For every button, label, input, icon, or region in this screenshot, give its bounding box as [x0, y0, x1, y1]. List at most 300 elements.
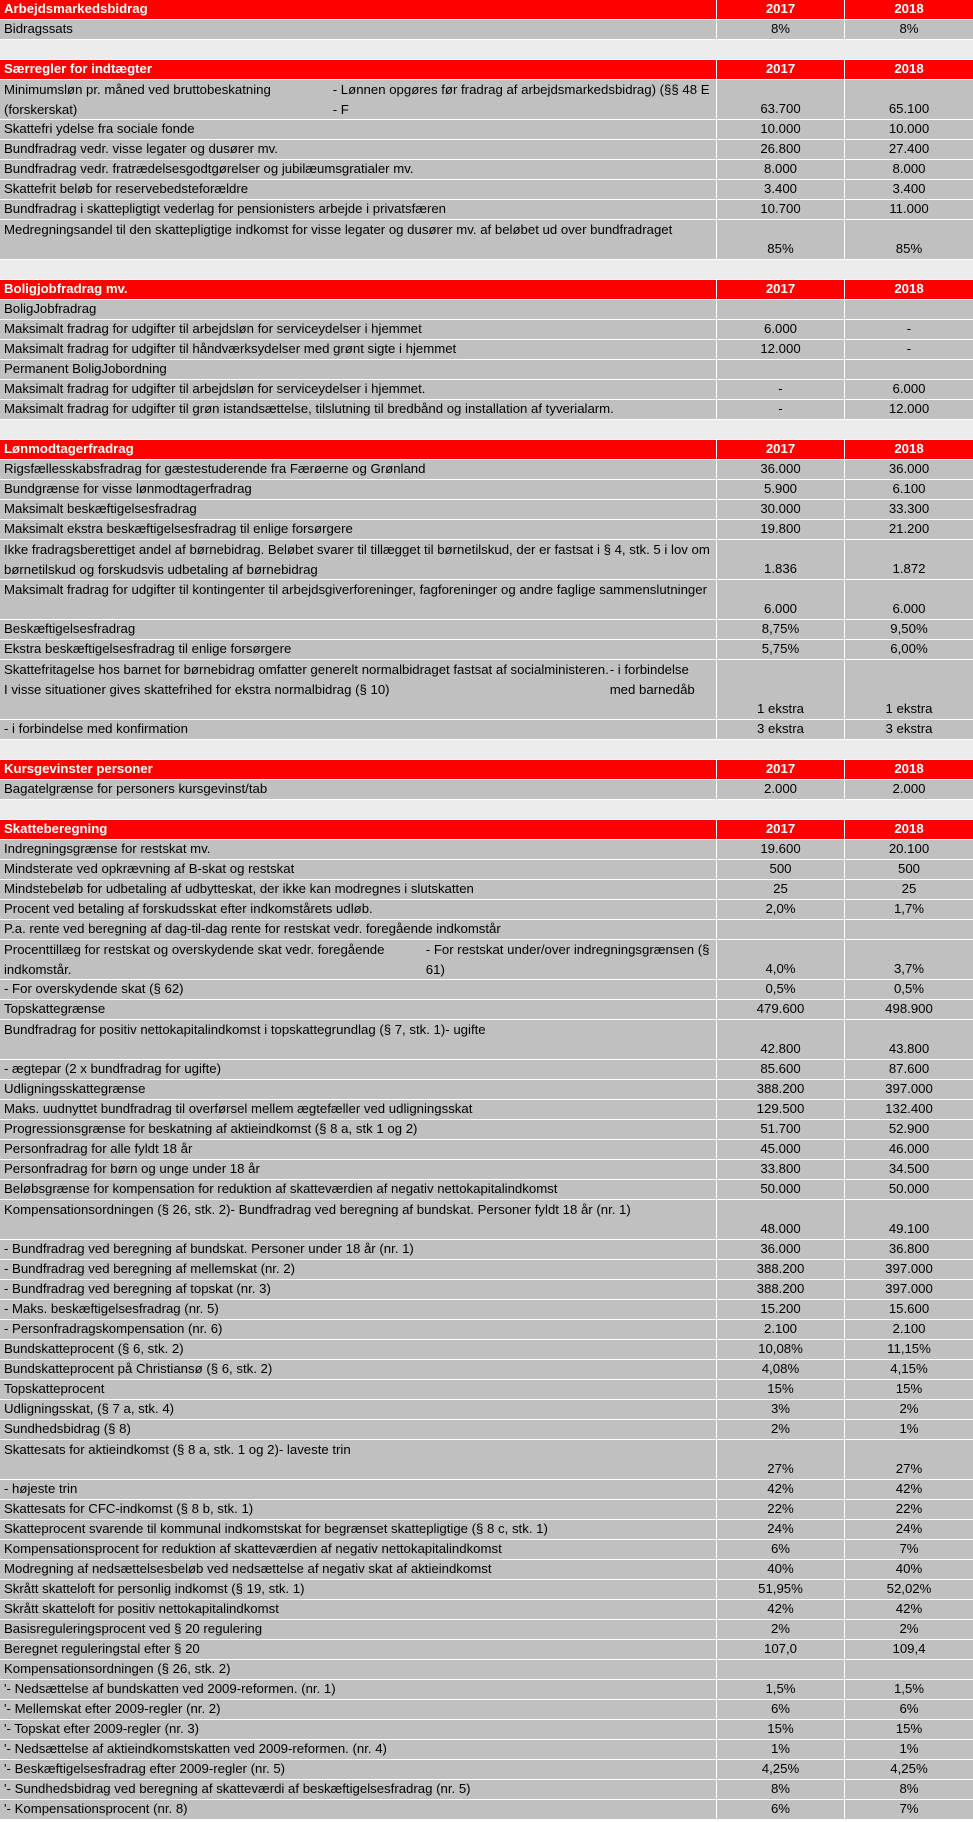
value-2017: 8,75% — [717, 620, 845, 639]
value-2018: 52,02% — [886, 1581, 932, 1596]
value-2017: 26.800 — [717, 140, 845, 159]
row-label: - i forbindelse med konfirmation — [0, 720, 717, 739]
table-row — [0, 380, 973, 400]
value-2017: 388.200 — [717, 1280, 845, 1299]
table-row — [0, 1600, 973, 1620]
value-2018: 1% — [899, 1421, 919, 1436]
table-row — [0, 660, 973, 720]
row-label: Progressionsgrænse for beskatning af aktieindkomst (§ 8 a, stk 1 og 2) — [0, 1120, 717, 1139]
table-row — [0, 1700, 973, 1720]
table-row — [0, 580, 973, 620]
row-label: Bundgrænse for visse lønmodtagerfradrag — [0, 480, 717, 499]
table-row — [0, 200, 973, 220]
row-label: Skattefritagelse hos barnet for børnebidrag omfatter generelt normalbidraget fastsat af socialministeren. I visse situationer gives skattefrihed for ekstra normalbidrag (§ 10) - i forbindelse med barnedåb — [0, 660, 717, 719]
value-2018: 87.600 — [888, 1061, 930, 1076]
year-2017-header: 2017 — [717, 60, 845, 79]
row-label: Personfradrag for alle fyldt 18 år — [0, 1140, 717, 1159]
year-2017-header: 2017 — [717, 440, 845, 459]
value-2018: 397.000 — [885, 1081, 933, 1096]
value-2017: 10,08% — [717, 1340, 845, 1359]
table-row — [0, 780, 973, 800]
year-2018-header: 2018 — [894, 441, 924, 456]
value-2018: 36.800 — [888, 1241, 930, 1256]
value-2018: 109,4 — [892, 1641, 926, 1656]
table-row — [0, 1420, 973, 1440]
table-row — [0, 1000, 973, 1020]
table-row — [0, 120, 973, 140]
row-label: Bundfradrag vedr. visse legater og dusører mv. — [0, 140, 717, 159]
value-2018: 85% — [895, 241, 923, 256]
value-2017: 51.700 — [717, 1120, 845, 1139]
year-2018-header: 2018 — [894, 821, 924, 836]
table-row — [0, 80, 973, 120]
value-2017: 19.600 — [717, 840, 845, 859]
value-2018: 4,25% — [890, 1761, 928, 1776]
row-label: Procent ved betaling af forskudsskat efter indkomstårets udløb. — [0, 900, 717, 919]
row-label: Mindstebeløb for udbetaling af udbytteskat, der ikke kan modregnes i slutskatten — [0, 880, 717, 899]
row-label: Bagatelgrænse for personers kursgevinst/tab — [0, 780, 717, 799]
table-row — [0, 1480, 973, 1500]
row-label: Bundfradrag for positiv nettokapitalindkomst i topskattegrundlag (§ 7, stk. 1) - ugifte — [0, 1020, 717, 1059]
row-label: Personfradrag for børn og unge under 18 år — [0, 1160, 717, 1179]
value-2018: 4,15% — [890, 1361, 928, 1376]
row-label: Medregningsandel til den skattepligtige indkomst for visse legater og dusører mv. af beløbet ud over bundfradraget — [0, 220, 717, 259]
table-row — [0, 520, 973, 540]
value-2018 — [845, 360, 973, 379]
row-label: Ekstra beskæftigelsesfradrag til enlige forsørgere — [0, 640, 717, 659]
value-2017: 2% — [717, 1620, 845, 1639]
row-label: Maksimalt beskæftigelsesfradrag — [0, 500, 717, 519]
row-label: Maksimalt fradrag for udgifter til håndværksydelser med grønt sigte i hjemmet — [0, 340, 717, 359]
row-label: '- Mellemskat efter 2009-regler (nr. 2) — [0, 1700, 717, 1719]
value-2018: 6,00% — [890, 641, 928, 656]
value-2018: 6.000 — [892, 381, 926, 396]
value-2018: 7% — [899, 1801, 919, 1816]
value-2017: 3.400 — [717, 180, 845, 199]
table-row — [0, 1660, 973, 1680]
row-label: Beløbsgrænse for kompensation for reduktion af skatteværdien af negativ nettokapitalindkomst — [0, 1180, 717, 1199]
table-row — [0, 480, 973, 500]
table-row — [0, 1080, 973, 1100]
row-label: '- Nedsættelse af bundskatten ved 2009-reformen. (nr. 1) — [0, 1680, 717, 1699]
row-label: - Bundfradrag ved beregning af bundskat. Personer under 18 år (nr. 1) — [0, 1240, 717, 1259]
value-2018: 27% — [895, 1461, 923, 1476]
row-label: '- Beskæftigelsesfradrag efter 2009-regler (nr. 5) — [0, 1760, 717, 1779]
value-2017 — [717, 300, 845, 319]
row-label: Topskatteprocent — [0, 1380, 717, 1399]
row-label: Maksimalt fradrag for udgifter til arbejdsløn for serviceydelser i hjemmet — [0, 320, 717, 339]
row-label: - For overskydende skat (§ 62) — [0, 980, 717, 999]
value-2017: 6% — [717, 1700, 845, 1719]
value-2018: 65.100 — [888, 101, 930, 116]
year-2017-header: 2017 — [717, 820, 845, 839]
row-label: Kompensationsordningen (§ 26, stk. 2) - Bundfradrag ved beregning af bundskat. Personer fyldt 18 år (nr. 1) — [0, 1200, 717, 1239]
table-row — [0, 620, 973, 640]
row-label: Bundskatteprocent (§ 6, stk. 2) — [0, 1340, 717, 1359]
year-2018-header: 2018 — [894, 61, 924, 76]
table-row — [0, 920, 973, 940]
row-label: Bundfradrag vedr. fratrædelsesgodtgørelser og jubilæumsgratialer mv. — [0, 160, 717, 179]
value-2018: 7% — [899, 1541, 919, 1556]
value-2018: 397.000 — [885, 1261, 933, 1276]
row-label: Maksimalt fradrag for udgifter til kontingenter til arbejdsgiverforeninger, fagforeninger og andre faglige sammenslutninger — [0, 580, 717, 619]
value-2018: 0,5% — [893, 981, 925, 996]
row-label: BoligJobfradrag — [0, 300, 717, 319]
table-row — [0, 1540, 973, 1560]
value-2017: 0,5% — [717, 980, 845, 999]
value-2017: 51,95% — [717, 1580, 845, 1599]
value-2017: 4,25% — [717, 1760, 845, 1779]
section-title: Lønmodtagerfradrag — [0, 440, 717, 459]
table-row — [0, 1400, 973, 1420]
section-title: Kursgevinster personer — [0, 760, 717, 779]
row-label: Kompensationsordningen (§ 26, stk. 2) — [0, 1660, 717, 1679]
table-row — [0, 1640, 973, 1660]
value-2017: 129.500 — [717, 1100, 845, 1119]
value-2017: 45.000 — [717, 1140, 845, 1159]
value-2018: 2.100 — [892, 1321, 926, 1336]
value-2018: - — [906, 321, 912, 336]
value-2017: 15% — [717, 1720, 845, 1739]
value-2018: 1% — [899, 1741, 919, 1756]
value-2017: 4,0% — [717, 940, 845, 979]
value-2018 — [845, 920, 973, 939]
value-2018: 46.000 — [888, 1141, 930, 1156]
row-label: Skattesats for CFC-indkomst (§ 8 b, stk. 1) — [0, 1500, 717, 1519]
table-row — [0, 980, 973, 1000]
value-2018: 24% — [895, 1521, 923, 1536]
row-label: Maks. uudnyttet bundfradrag til overførsel mellem ægtefæller ved udligningsskat — [0, 1100, 717, 1119]
value-2017: 50.000 — [717, 1180, 845, 1199]
row-label: Maksimalt ekstra beskæftigelsesfradrag til enlige forsørgere — [0, 520, 717, 539]
table-row — [0, 1740, 973, 1760]
value-2017: 5.900 — [717, 480, 845, 499]
value-2018: 8% — [899, 1781, 919, 1796]
row-label: - Maks. beskæftigelsesfradrag (nr. 5) — [0, 1300, 717, 1319]
value-2018: - — [906, 341, 912, 356]
value-2018: 2% — [899, 1401, 919, 1416]
section-title: Arbejdsmarkedsbidrag — [0, 0, 717, 19]
value-2017: 2% — [717, 1420, 845, 1439]
value-2018: 1,5% — [893, 1681, 925, 1696]
row-label: Indregningsgrænse for restskat mv. — [0, 840, 717, 859]
row-label: Maksimalt fradrag for udgifter til arbejdsløn for serviceydelser i hjemmet. — [0, 380, 717, 399]
value-2017: 63.700 — [717, 80, 845, 119]
value-2017: 24% — [717, 1520, 845, 1539]
value-2017: 42.800 — [717, 1020, 845, 1059]
table-row — [0, 1440, 973, 1480]
value-2018: 9,50% — [890, 621, 928, 636]
table-row — [0, 400, 973, 420]
value-2018: 1.872 — [892, 561, 926, 576]
row-label: - højeste trin — [0, 1480, 717, 1499]
year-2018-header: 2018 — [894, 1, 924, 16]
value-2017: 85.600 — [717, 1060, 845, 1079]
table-row — [0, 460, 973, 480]
row-label: P.a. rente ved beregning af dag-til-dag rente for restskat vedr. foregående indkomstår — [0, 920, 717, 939]
table-row — [0, 1300, 973, 1320]
table-row — [0, 880, 973, 900]
value-2018: 11,15% — [887, 1341, 931, 1356]
table-row — [0, 1140, 973, 1160]
value-2017: 6.000 — [717, 580, 845, 619]
value-2018: 22% — [895, 1501, 923, 1516]
value-2017: 1,5% — [717, 1680, 845, 1699]
value-2017: 8% — [717, 20, 845, 39]
value-2017: 8.000 — [717, 160, 845, 179]
value-2018: 3,7% — [893, 961, 925, 976]
value-2017: 8% — [717, 1780, 845, 1799]
row-label: Ikke fradragsberettiget andel af børnebidrag. Beløbet svarer til tillægget til børnetilskud, der er fastsat i § 4, stk. 5 i lov om børnetilskud og forskudsvis udbetaling af børnebidrag — [0, 540, 717, 579]
section-spacer — [0, 740, 973, 760]
value-2018: 10.000 — [888, 121, 930, 136]
section-header — [0, 0, 973, 20]
row-label: - ægtepar (2 x bundfradrag for ugifte) — [0, 1060, 717, 1079]
value-2017: 1.836 — [717, 540, 845, 579]
value-2017: 48.000 — [717, 1200, 845, 1239]
table-row — [0, 1560, 973, 1580]
row-label: Beregnet reguleringstal efter § 20 — [0, 1640, 717, 1659]
value-2017: 27% — [717, 1440, 845, 1479]
table-row — [0, 500, 973, 520]
section-spacer — [0, 40, 973, 60]
value-2017: 42% — [717, 1480, 845, 1499]
row-label: Skattesats for aktieindkomst (§ 8 a, stk. 1 og 2) - laveste trin — [0, 1440, 717, 1479]
row-label: - Bundfradrag ved beregning af topskat (nr. 3) — [0, 1280, 717, 1299]
table-row — [0, 300, 973, 320]
table-row — [0, 1120, 973, 1140]
section-spacer — [0, 800, 973, 820]
value-2017: 19.800 — [717, 520, 845, 539]
row-label: Bundskatteprocent på Christiansø (§ 6, stk. 2) — [0, 1360, 717, 1379]
value-2017: 40% — [717, 1560, 845, 1579]
row-label: Procenttillæg for restskat og overskydende skat vedr. foregående indkomstår. - For restskat under/over indregningsgrænsen (§ 61) — [0, 940, 717, 979]
table-row — [0, 1620, 973, 1640]
value-2018: 34.500 — [888, 1161, 930, 1176]
year-2018-header: 2018 — [894, 281, 924, 296]
table-row — [0, 860, 973, 880]
row-label: Bidragssats — [0, 20, 717, 39]
value-2018: 498.900 — [885, 1001, 933, 1016]
value-2017: 30.000 — [717, 500, 845, 519]
value-2017: 10.700 — [717, 200, 845, 219]
row-label: - Bundfradrag ved beregning af mellemskat (nr. 2) — [0, 1260, 717, 1279]
value-2017: 2.000 — [717, 780, 845, 799]
row-label: Beskæftigelsesfradrag — [0, 620, 717, 639]
table-row — [0, 1380, 973, 1400]
value-2018: 6.100 — [892, 481, 926, 496]
table-row — [0, 1780, 973, 1800]
table-row — [0, 1100, 973, 1120]
value-2017: 500 — [717, 860, 845, 879]
value-2018: 397.000 — [885, 1281, 933, 1296]
value-2018: 132.400 — [885, 1101, 933, 1116]
value-2018 — [845, 300, 973, 319]
table-row — [0, 940, 973, 980]
row-label: Topskattegrænse — [0, 1000, 717, 1019]
value-2018: 21.200 — [888, 521, 930, 536]
value-2017: 42% — [717, 1600, 845, 1619]
year-2017-header: 2017 — [717, 0, 845, 19]
section-title: Boligjobfradrag mv. — [0, 280, 717, 299]
value-2018: 6.000 — [892, 601, 926, 616]
row-label: - Personfradragskompensation (nr. 6) — [0, 1320, 717, 1339]
table-row — [0, 1060, 973, 1080]
table-row — [0, 1280, 973, 1300]
value-2018: 20.100 — [888, 841, 930, 856]
value-2017: - — [717, 400, 845, 419]
table-row — [0, 1580, 973, 1600]
section-header — [0, 440, 973, 460]
value-2018: 8% — [899, 21, 919, 36]
table-row — [0, 1180, 973, 1200]
row-label: Mindsterate ved opkrævning af B-skat og restskat — [0, 860, 717, 879]
row-label: Sundhedsbidrag (§ 8) — [0, 1420, 717, 1439]
value-2018: 25 — [901, 881, 917, 896]
row-label: '- Kompensationsprocent (nr. 8) — [0, 1800, 717, 1819]
value-2017: 12.000 — [717, 340, 845, 359]
value-2018: 43.800 — [888, 1041, 930, 1056]
row-label: Skrått skatteloft for personlig indkomst (§ 19, stk. 1) — [0, 1580, 717, 1599]
section-spacer — [0, 260, 973, 280]
row-label: Udligningsskattegrænse — [0, 1080, 717, 1099]
value-2018: 2% — [899, 1621, 919, 1636]
row-label: '- Topskat efter 2009-regler (nr. 3) — [0, 1720, 717, 1739]
value-2018: 3.400 — [892, 181, 926, 196]
section-header — [0, 760, 973, 780]
value-2017: 2.100 — [717, 1320, 845, 1339]
value-2018: 40% — [895, 1561, 923, 1576]
section-spacer — [0, 420, 973, 440]
row-label: Basisreguleringsprocent ved § 20 regulering — [0, 1620, 717, 1639]
value-2017: 6.000 — [717, 320, 845, 339]
year-2018-header: 2018 — [894, 761, 924, 776]
table-row — [0, 1800, 973, 1820]
value-2017: 15% — [717, 1380, 845, 1399]
table-row — [0, 220, 973, 260]
row-label: Kompensationsprocent for reduktion af skatteværdien af negativ nettokapitalindkomst — [0, 1540, 717, 1559]
value-2017: 15.200 — [717, 1300, 845, 1319]
value-2018 — [845, 1660, 973, 1679]
value-2018: 42% — [895, 1601, 923, 1616]
value-2018: 500 — [897, 861, 920, 876]
value-2017 — [717, 920, 845, 939]
value-2018: 42% — [895, 1481, 923, 1496]
row-label: '- Nedsættelse af aktieindkomstskatten ved 2009-reformen. (nr. 4) — [0, 1740, 717, 1759]
table-row — [0, 360, 973, 380]
table-row — [0, 1260, 973, 1280]
value-2017: 36.000 — [717, 1240, 845, 1259]
section-header — [0, 280, 973, 300]
value-2017: 33.800 — [717, 1160, 845, 1179]
row-label: Permanent BoligJobordning — [0, 360, 717, 379]
value-2017: 1% — [717, 1740, 845, 1759]
row-label: Minimumsløn pr. måned ved bruttobeskatning (forskerskat) - Lønnen opgøres før fradrag af arbejdsmarkedsbidrag) (§§ 48 E - F — [0, 80, 717, 119]
value-2017: 6% — [717, 1540, 845, 1559]
value-2018: 36.000 — [888, 461, 930, 476]
table-row — [0, 320, 973, 340]
section-title: Særregler for indtægter — [0, 60, 717, 79]
value-2017: - — [717, 380, 845, 399]
year-2017-header: 2017 — [717, 760, 845, 779]
row-label: '- Sundhedsbidrag ved beregning af skatteværdi af beskæftigelsesfradrag (nr. 5) — [0, 1780, 717, 1799]
table-row — [0, 1320, 973, 1340]
section-title: Skatteberegning — [0, 820, 717, 839]
table-row — [0, 1500, 973, 1520]
value-2018: 27.400 — [888, 141, 930, 156]
value-2018: 15% — [895, 1381, 923, 1396]
table-row — [0, 1340, 973, 1360]
value-2017: 388.200 — [717, 1080, 845, 1099]
value-2017: 36.000 — [717, 460, 845, 479]
value-2017: 2,0% — [717, 900, 845, 919]
value-2018: 2.000 — [892, 781, 926, 796]
table-row — [0, 1020, 973, 1060]
value-2018: 50.000 — [888, 1181, 930, 1196]
table-row — [0, 140, 973, 160]
row-label: Bundfradrag i skattepligtigt vederlag for pensionisters arbejde i privatsfæren — [0, 200, 717, 219]
row-label: Modregning af nedsættelsesbeløb ved nedsættelse af negativ skat af aktieindkomst — [0, 1560, 717, 1579]
value-2018: 3 ekstra — [885, 721, 933, 736]
value-2017 — [717, 1660, 845, 1679]
section-header — [0, 60, 973, 80]
table-row — [0, 1360, 973, 1380]
value-2017: 3 ekstra — [717, 720, 845, 739]
value-2017: 10.000 — [717, 120, 845, 139]
value-2017: 3% — [717, 1400, 845, 1419]
value-2017: 5,75% — [717, 640, 845, 659]
row-label: Skatteprocent svarende til kommunal indkomstskat for begrænset skattepligtige (§ 8 c, stk. 1) — [0, 1520, 717, 1539]
table-row — [0, 1720, 973, 1740]
value-2018: 49.100 — [888, 1221, 930, 1236]
value-2017: 107,0 — [717, 1640, 845, 1659]
value-2017 — [717, 360, 845, 379]
row-label: Udligningsskat, (§ 7 a, stk. 4) — [0, 1400, 717, 1419]
table-row — [0, 180, 973, 200]
year-2017-header: 2017 — [717, 280, 845, 299]
value-2018: 33.300 — [888, 501, 930, 516]
value-2017: 6% — [717, 1800, 845, 1819]
table-row — [0, 640, 973, 660]
table-row — [0, 160, 973, 180]
row-label: Rigsfællesskabsfradrag for gæstestuderende fra Færøerne og Grønland — [0, 460, 717, 479]
table-row — [0, 1200, 973, 1240]
value-2017: 4,08% — [717, 1360, 845, 1379]
value-2018: 8.000 — [892, 161, 926, 176]
value-2018: 6% — [899, 1701, 919, 1716]
row-label: Skrått skatteloft for positiv nettokapitalindkomst — [0, 1600, 717, 1619]
value-2017: 479.600 — [717, 1000, 845, 1019]
table-row — [0, 1760, 973, 1780]
value-2018: 1 ekstra — [885, 701, 933, 716]
value-2018: 12.000 — [888, 401, 930, 416]
value-2018: 15% — [895, 1721, 923, 1736]
table-row — [0, 1240, 973, 1260]
value-2018: 52.900 — [888, 1121, 930, 1136]
table-row — [0, 720, 973, 740]
section-header — [0, 820, 973, 840]
value-2018: 15.600 — [888, 1301, 930, 1316]
table-row — [0, 840, 973, 860]
value-2017: 25 — [717, 880, 845, 899]
table-row — [0, 340, 973, 360]
value-2018: 11.000 — [889, 201, 929, 216]
row-label: Maksimalt fradrag for udgifter til grøn istandsættelse, tilslutning til bredbånd og installation af tyverialarm. — [0, 400, 717, 419]
table-row — [0, 540, 973, 580]
table-row — [0, 1680, 973, 1700]
value-2017: 1 ekstra — [717, 660, 845, 719]
table-row — [0, 900, 973, 920]
